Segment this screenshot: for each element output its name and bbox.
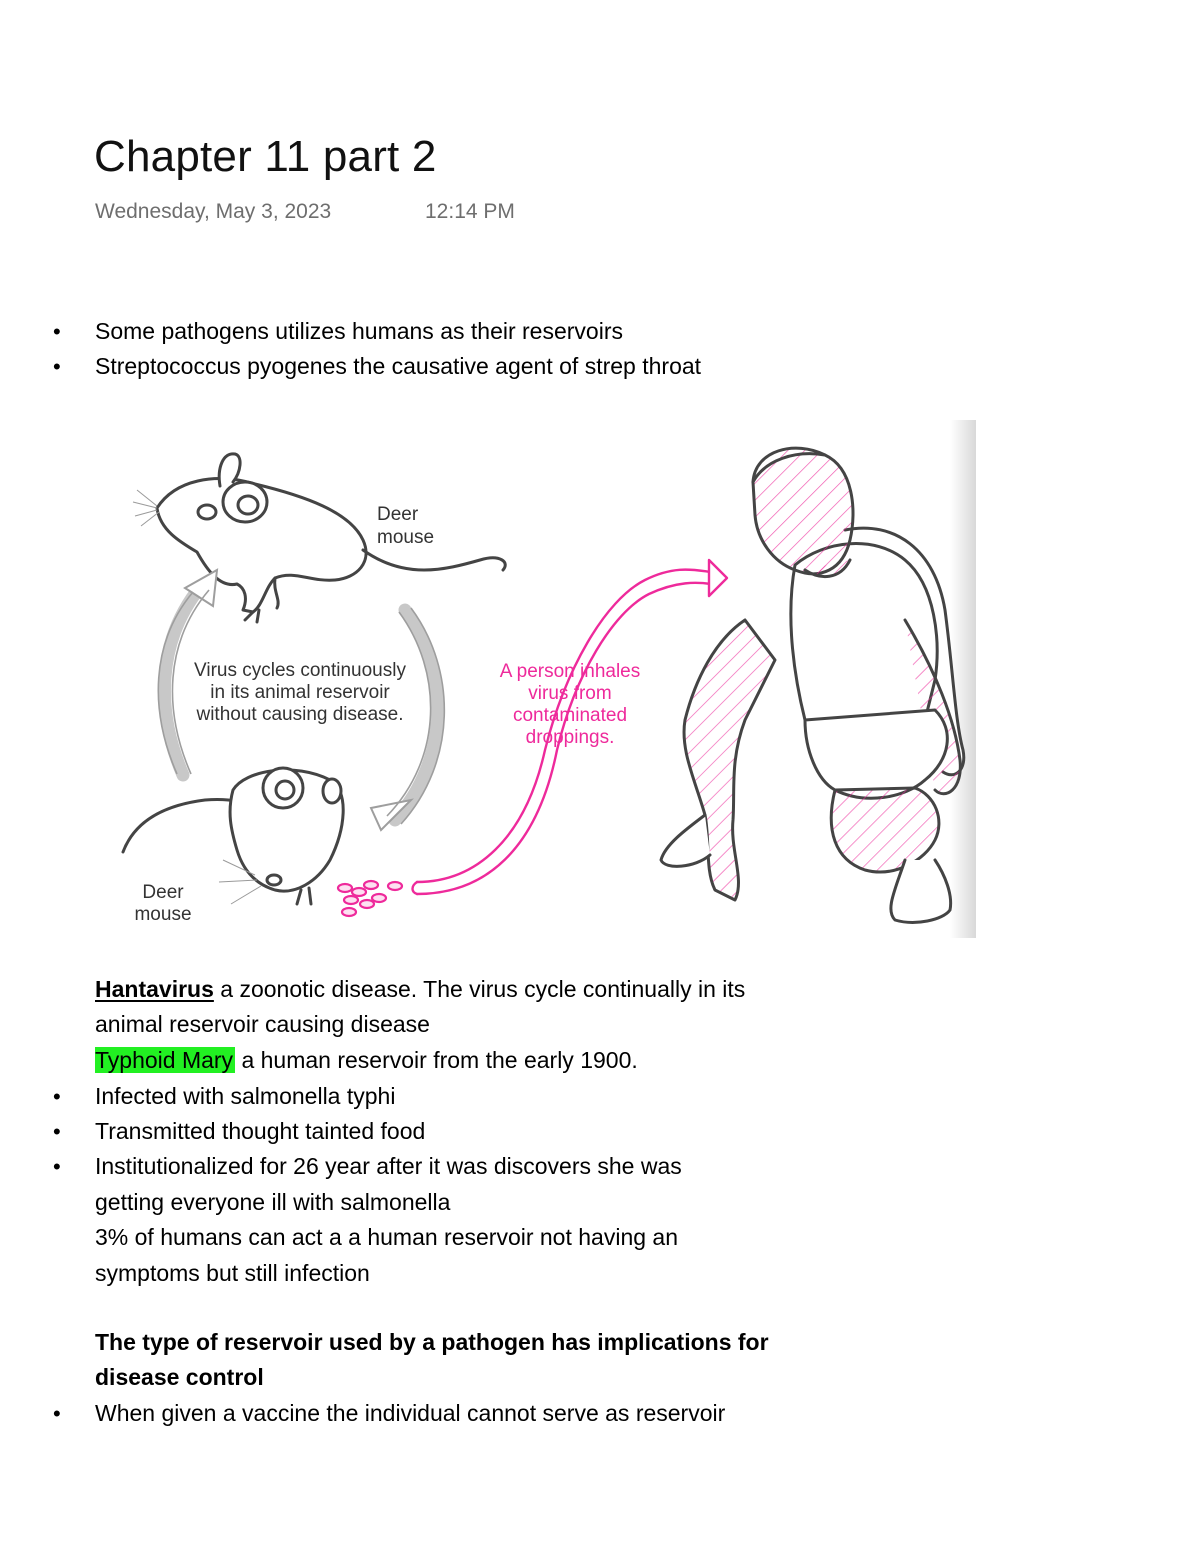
bullet-item: • Streptococcus pyogenes the causative agent of strep throat	[95, 349, 701, 384]
bottom-mouse-label-1: Deer	[142, 882, 184, 903]
page-time: 12:14 PM	[425, 200, 515, 223]
top-mouse-label-1: Deer	[377, 504, 419, 525]
top-mouse-label-2: mouse	[377, 527, 435, 548]
person-drawing	[661, 448, 964, 922]
cycle-caption-2: in its animal reservoir	[210, 682, 390, 703]
hantavirus-term: Hantavirus	[95, 976, 214, 1002]
bullet-item: • Institutionalized for 26 year after it was discovers she was	[95, 1149, 682, 1184]
inhale-caption-3: contaminated	[512, 705, 628, 726]
section-heading-line2: disease control	[95, 1364, 264, 1390]
typhoid-term: Typhoid Mary	[95, 1047, 234, 1073]
inhale-caption-4: droppings.	[525, 727, 615, 748]
continuation-line: getting everyone ill with salmonella	[95, 1189, 451, 1215]
hantavirus-paragraph-line1	[95, 972, 745, 1007]
hantavirus-desc: a zoonotic disease. The virus cycle continually in its	[213, 976, 746, 1002]
hantavirus-cycle-figure	[105, 420, 976, 938]
inhale-arrow-head	[709, 560, 727, 596]
bottom-mouse-label-2: mouse	[134, 904, 192, 925]
typhoid-line	[95, 1043, 638, 1078]
droppings	[338, 881, 402, 916]
cycle-caption-1: Virus cycles continuously	[194, 660, 406, 681]
bullet-item: • Some pathogens utilizes humans as their reservoirs	[95, 314, 623, 349]
page-date: Wednesday, May 3, 2023	[95, 200, 332, 223]
continuation-line: symptoms but still infection	[95, 1260, 370, 1286]
continuation-line: 3% of humans can act a a human reservoir not having an	[95, 1224, 679, 1250]
bullet-item: • Transmitted thought tainted food	[95, 1114, 425, 1149]
bullet-item: • When given a vaccine the individual cannot serve as reservoir	[95, 1396, 725, 1431]
typhoid-desc: a human reservoir from the early 1900.	[235, 1047, 638, 1073]
page-meta	[95, 200, 515, 224]
page-title: Chapter 11 part 2	[94, 132, 437, 181]
whiskers-top	[133, 490, 159, 526]
inhale-caption-2: virus from	[528, 683, 612, 704]
bullet-item: • Infected with salmonella typhi	[95, 1079, 395, 1114]
inhale-caption-1: A person inhales	[499, 661, 641, 682]
hantavirus-paragraph-line2: animal reservoir causing disease	[95, 1011, 430, 1037]
cycle-caption-3: without causing disease.	[196, 704, 404, 725]
section-heading-line1: The type of reservoir used by a pathogen has implications for	[95, 1329, 769, 1355]
